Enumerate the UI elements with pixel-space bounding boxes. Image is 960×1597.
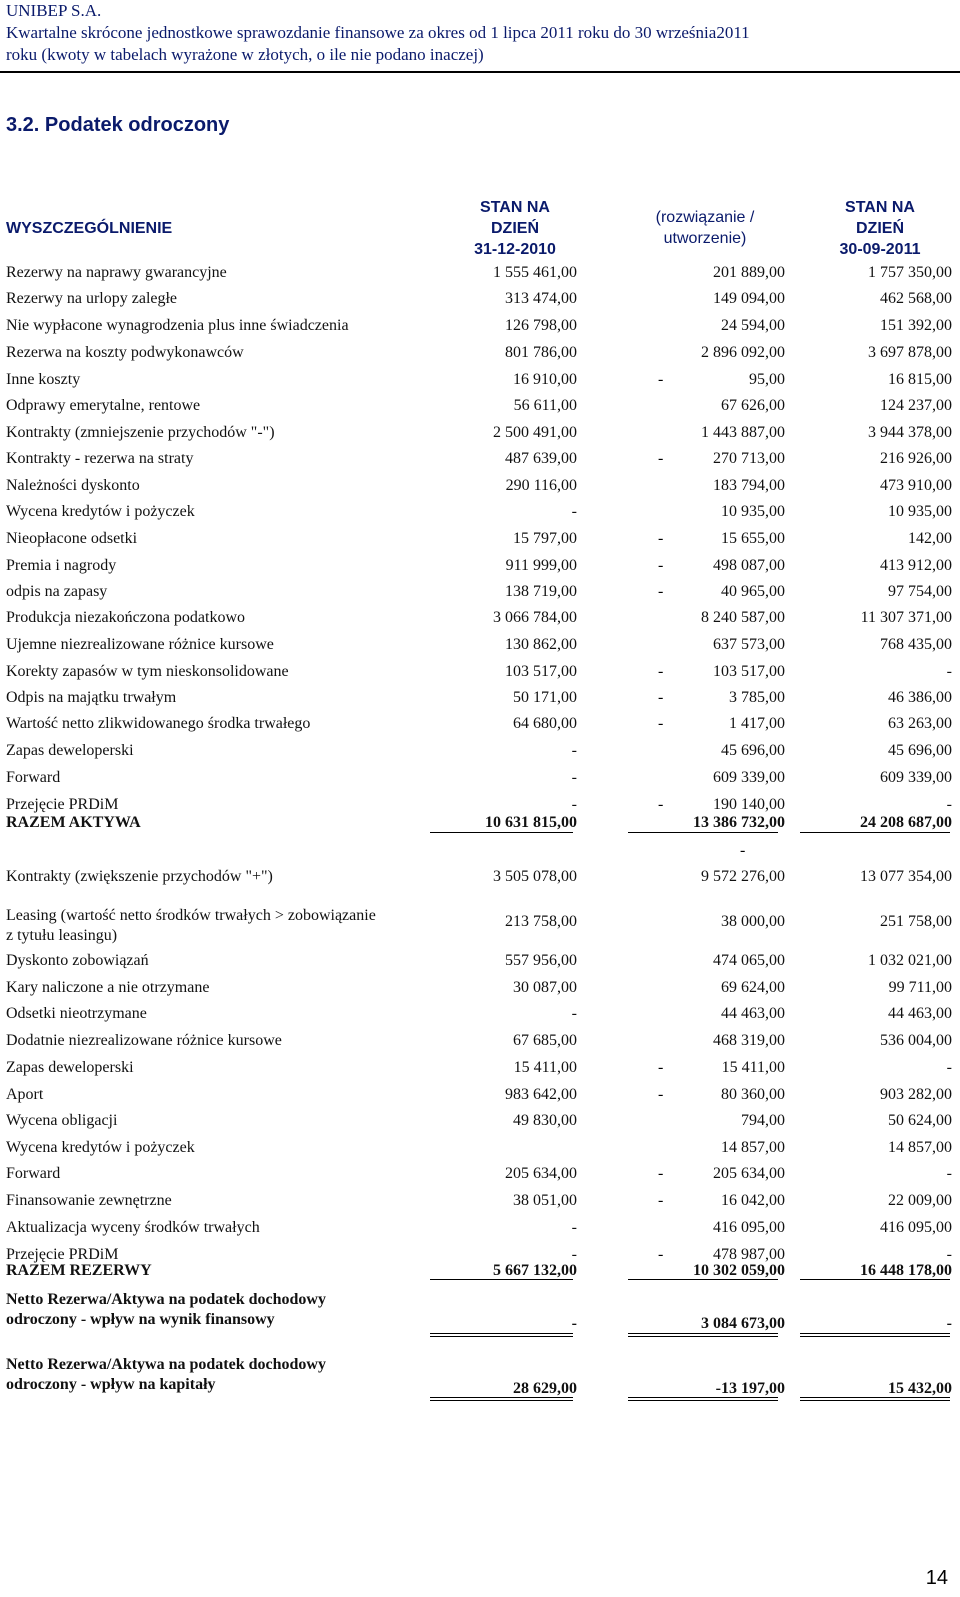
value-change: -13 197,00 <box>715 1380 785 1397</box>
row-label: Rezerwy na urlopy zaległe <box>6 290 178 307</box>
value-2011: 416 095,00 <box>880 1219 952 1236</box>
row-label: Inne koszty <box>6 371 81 388</box>
value-2010: 3 505 078,00 <box>493 868 577 885</box>
value-2010: 487 639,00 <box>505 450 577 467</box>
value-change: 2 896 092,00 <box>701 344 785 361</box>
value-2010: 67 685,00 <box>513 1032 577 1049</box>
value-2011: 10 935,00 <box>888 503 952 520</box>
value-2010: - <box>571 1219 577 1236</box>
value-change: 190 140,00 <box>713 796 785 813</box>
value-2010: 16 910,00 <box>513 371 577 388</box>
row-label: Rezerwy na naprawy gwarancyjne <box>6 264 227 281</box>
negative-sign: - <box>658 530 664 547</box>
section-title: 3.2. Podatek odroczony <box>6 114 230 136</box>
value-2010: 126 798,00 <box>505 317 577 334</box>
value-change: 474 065,00 <box>713 952 785 969</box>
row-label: Aport <box>6 1086 44 1103</box>
row-label: Netto Rezerwa/Aktywa na podatek dochodowy odroczony - wpływ na wynik finansowy <box>6 1291 326 1328</box>
value-2010: 30 087,00 <box>513 979 577 996</box>
value-2010: - <box>571 503 577 520</box>
value-2010: 130 862,00 <box>505 636 577 653</box>
value-2011: 124 237,00 <box>880 397 952 414</box>
value-2010: - <box>571 1246 577 1263</box>
value-change: 9 572 276,00 <box>701 868 785 885</box>
column-header-2010-line1: STAN NA <box>480 199 550 216</box>
value-change: 149 094,00 <box>713 290 785 307</box>
value-2010: 557 956,00 <box>505 952 577 969</box>
value-2011: 11 307 371,00 <box>860 609 952 626</box>
total-underline <box>628 1333 778 1337</box>
value-2010: 983 642,00 <box>505 1086 577 1103</box>
value-2011: 3 697 878,00 <box>868 344 952 361</box>
column-header-2010-line2: DZIEŃ <box>491 220 539 237</box>
value-change: 1 443 887,00 <box>701 424 785 441</box>
value-2011: 151 392,00 <box>880 317 952 334</box>
value-2010: 49 830,00 <box>513 1112 577 1129</box>
value-2010: 28 629,00 <box>513 1380 577 1397</box>
row-label: Nieopłacone odsetki <box>6 530 138 547</box>
value-2010: - <box>571 742 577 759</box>
value-2011: 251 758,00 <box>880 913 952 930</box>
value-2010: 3 066 784,00 <box>493 609 577 626</box>
row-label: Odsetki nieotrzymane <box>6 1005 147 1022</box>
negative-sign: - <box>658 557 664 574</box>
value-2010: 313 474,00 <box>505 290 577 307</box>
row-label: Korekty zapasów w tym nieskonsolidowane <box>6 663 289 680</box>
row-label: Należności dyskonto <box>6 477 140 494</box>
value-2011: 45 696,00 <box>888 742 952 759</box>
value-2011: 3 944 378,00 <box>868 424 952 441</box>
value-change: 10 935,00 <box>721 503 785 520</box>
row-label: Odpis na majątku trwałym <box>6 689 177 706</box>
value-2011: 1 757 350,00 <box>868 264 952 281</box>
value-2011: 216 926,00 <box>880 450 952 467</box>
value-change: 478 987,00 <box>713 1246 785 1263</box>
value-2010: 15 797,00 <box>513 530 577 547</box>
negative-sign: - <box>658 583 664 600</box>
value-2011: 99 711,00 <box>888 979 952 996</box>
row-label: Aktualizacja wyceny środków trwałych <box>6 1219 260 1236</box>
value-2011: 13 077 354,00 <box>860 868 952 885</box>
row-label: Kontrakty (zmniejszenie przychodów "-") <box>6 424 275 441</box>
value-2011: - <box>946 796 952 813</box>
total-underline <box>430 832 573 833</box>
value-2010: 38 051,00 <box>513 1192 577 1209</box>
value-change: 103 517,00 <box>713 663 785 680</box>
column-header-description: WYSZCZEGÓLNIENIE <box>6 220 173 237</box>
value-change: 16 042,00 <box>721 1192 785 1209</box>
row-label: Kary naliczone a nie otrzymane <box>6 979 210 996</box>
value-2011: 50 624,00 <box>888 1112 952 1129</box>
value-change: 24 594,00 <box>721 317 785 334</box>
value-2010: 213 758,00 <box>505 913 577 930</box>
value-change: 67 626,00 <box>721 397 785 414</box>
company-name: UNIBEP S.A. <box>6 1 102 20</box>
value-change: 183 794,00 <box>713 477 785 494</box>
row-label: Forward <box>6 1165 61 1182</box>
column-header-2011 <box>810 197 950 260</box>
total-underline <box>800 832 950 833</box>
value-2011: 24 208 687,00 <box>860 814 952 831</box>
value-change: 38 000,00 <box>721 913 785 930</box>
row-label: Wycena kredytów i pożyczek <box>6 1139 195 1156</box>
value-2010: 5 667 132,00 <box>493 1262 577 1279</box>
value-change: 14 857,00 <box>721 1139 785 1156</box>
value-change: 15 411,00 <box>721 1059 785 1076</box>
value-2010: 1 555 461,00 <box>493 264 577 281</box>
negative-sign: - <box>658 663 664 680</box>
row-label: Produkcja niezakończona podatkowo <box>6 609 246 626</box>
value-2011: 462 568,00 <box>880 290 952 307</box>
row-label: Forward <box>6 769 61 786</box>
value-2011: 142,00 <box>908 530 952 547</box>
total-underline <box>430 1279 573 1280</box>
total-underline <box>800 1333 950 1337</box>
value-change: 13 386 732,00 <box>693 814 785 831</box>
total-underline <box>800 1279 950 1280</box>
value-2010: - <box>571 796 577 813</box>
total-underline <box>430 1397 573 1401</box>
column-header-change <box>620 207 790 249</box>
row-label: Leasing (wartość netto środków trwałych > zobowiązanie z tytułu leasingu) <box>6 907 376 944</box>
value-2010: 50 171,00 <box>513 689 577 706</box>
value-2011: - <box>946 663 952 680</box>
value-2011: - <box>946 1059 952 1076</box>
value-2011: 22 009,00 <box>888 1192 952 1209</box>
value-2011: 768 435,00 <box>880 636 952 653</box>
column-header-2010-line3: 31-12-2010 <box>474 241 556 258</box>
negative-sign: - <box>658 1192 664 1209</box>
value-2011: 473 910,00 <box>880 477 952 494</box>
value-2010: - <box>571 1315 577 1332</box>
negative-sign: - <box>658 1059 664 1076</box>
column-header-change-line1: (rozwiązanie / <box>655 209 755 226</box>
value-change: 637 573,00 <box>713 636 785 653</box>
row-label: Przejęcie PRDiM <box>6 1246 119 1263</box>
value-2011: 16 815,00 <box>888 371 952 388</box>
negative-sign: - <box>658 796 664 813</box>
value-change: 609 339,00 <box>713 769 785 786</box>
row-label: RAZEM AKTYWA <box>6 814 141 831</box>
row-label: Ujemne niezrealizowane różnice kursowe <box>6 636 274 653</box>
value-change: 15 655,00 <box>721 530 785 547</box>
column-header-2011-line1: STAN NA <box>845 199 915 216</box>
value-2010: 138 719,00 <box>505 583 577 600</box>
value-2010: 10 631 815,00 <box>485 814 577 831</box>
negative-sign: - <box>740 842 746 859</box>
row-label: Zapas deweloperski <box>6 742 134 759</box>
row-label: Finansowanie zewnętrzne <box>6 1192 172 1209</box>
row-label: Przejęcie PRDiM <box>6 796 119 813</box>
value-2011: 903 282,00 <box>880 1086 952 1103</box>
value-2011: 15 432,00 <box>888 1380 952 1397</box>
value-2011: 63 263,00 <box>888 715 952 732</box>
value-change: 44 463,00 <box>721 1005 785 1022</box>
value-change: 498 087,00 <box>713 557 785 574</box>
total-underline <box>628 832 778 833</box>
negative-sign: - <box>658 715 664 732</box>
value-2011: 536 004,00 <box>880 1032 952 1049</box>
value-2010: - <box>571 1005 577 1022</box>
row-label: Rezerwa na koszty podwykonawców <box>6 344 244 361</box>
total-underline <box>800 1397 950 1401</box>
value-change: 416 095,00 <box>713 1219 785 1236</box>
document-header <box>6 0 956 66</box>
value-change: 80 360,00 <box>721 1086 785 1103</box>
value-change: 10 302 059,00 <box>693 1262 785 1279</box>
row-label: Kontrakty - rezerwa na straty <box>6 450 194 467</box>
row-label: Wartość netto zlikwidowanego środka trwałego <box>6 715 311 732</box>
row-label: Dyskonto zobowiązań <box>6 952 149 969</box>
value-2011: - <box>946 1246 952 1263</box>
row-label: RAZEM REZERWY <box>6 1262 152 1279</box>
value-2011: - <box>946 1315 952 1332</box>
value-2011: - <box>946 1165 952 1182</box>
value-change: 69 624,00 <box>721 979 785 996</box>
value-2010: 290 116,00 <box>505 477 577 494</box>
total-underline <box>628 1397 778 1401</box>
negative-sign: - <box>658 1165 664 1182</box>
value-2010: 103 517,00 <box>505 663 577 680</box>
value-change: 8 240 587,00 <box>701 609 785 626</box>
total-underline <box>628 1279 778 1280</box>
value-2011: 413 912,00 <box>880 557 952 574</box>
negative-sign: - <box>658 450 664 467</box>
value-2010: - <box>571 769 577 786</box>
value-2011: 44 463,00 <box>888 1005 952 1022</box>
value-2010: 64 680,00 <box>513 715 577 732</box>
value-change: 1 417,00 <box>729 715 785 732</box>
negative-sign: - <box>658 371 664 388</box>
row-label: Odprawy emerytalne, rentowe <box>6 397 201 414</box>
row-label: Wycena kredytów i pożyczek <box>6 503 195 520</box>
value-2011: 16 448 178,00 <box>860 1262 952 1279</box>
value-change: 3 084 673,00 <box>701 1315 785 1332</box>
value-2010: 2 500 491,00 <box>493 424 577 441</box>
value-change: 270 713,00 <box>713 450 785 467</box>
page-number: 14 <box>925 1567 948 1589</box>
value-2010: 205 634,00 <box>505 1165 577 1182</box>
negative-sign: - <box>658 689 664 706</box>
header-line-1: Kwartalne skrócone jednostkowe sprawozdanie finansowe za okres od 1 lipca 2011 roku do 30 września2011 <box>6 23 750 42</box>
value-change: 95,00 <box>749 371 785 388</box>
value-2011: 1 032 021,00 <box>868 952 952 969</box>
value-change: 3 785,00 <box>729 689 785 706</box>
value-change: 45 696,00 <box>721 742 785 759</box>
row-label: Dodatnie niezrealizowane różnice kursowe <box>6 1032 282 1049</box>
value-change: 201 889,00 <box>713 264 785 281</box>
column-header-2010 <box>440 197 590 260</box>
value-2011: 14 857,00 <box>888 1139 952 1156</box>
row-label: Zapas deweloperski <box>6 1059 134 1076</box>
row-label: Kontrakty (zwiększenie przychodów "+") <box>6 868 273 885</box>
value-change: 40 965,00 <box>721 583 785 600</box>
value-2010: 801 786,00 <box>505 344 577 361</box>
value-2011: 609 339,00 <box>880 769 952 786</box>
negative-sign: - <box>658 1246 664 1263</box>
total-underline <box>430 1333 573 1337</box>
value-2011: 46 386,00 <box>888 689 952 706</box>
value-change: 205 634,00 <box>713 1165 785 1182</box>
value-2010: 911 999,00 <box>505 557 577 574</box>
row-label: Wycena obligacji <box>6 1112 118 1129</box>
row-label: odpis na zapasy <box>6 583 108 600</box>
column-header-change-line2: utworzenie) <box>663 230 747 247</box>
column-header-2011-line2: DZIEŃ <box>856 220 904 237</box>
value-2010: 15 411,00 <box>513 1059 577 1076</box>
negative-sign: - <box>658 1086 664 1103</box>
row-label: Netto Rezerwa/Aktywa na podatek dochodowy odroczony - wpływ na kapitały <box>6 1356 326 1393</box>
column-header-2011-line3: 30-09-2011 <box>839 241 921 258</box>
header-rule <box>0 71 960 73</box>
value-2011: 97 754,00 <box>888 583 952 600</box>
row-label: Premia i nagrody <box>6 557 117 574</box>
header-line-2: roku (kwoty w tabelach wyrażone w złotych, o ile nie podano inaczej) <box>6 45 484 64</box>
value-2010: 56 611,00 <box>513 397 577 414</box>
value-change: 468 319,00 <box>713 1032 785 1049</box>
row-label: Nie wypłacone wynagrodzenia plus inne świadczenia <box>6 317 349 334</box>
value-change: 794,00 <box>741 1112 785 1129</box>
